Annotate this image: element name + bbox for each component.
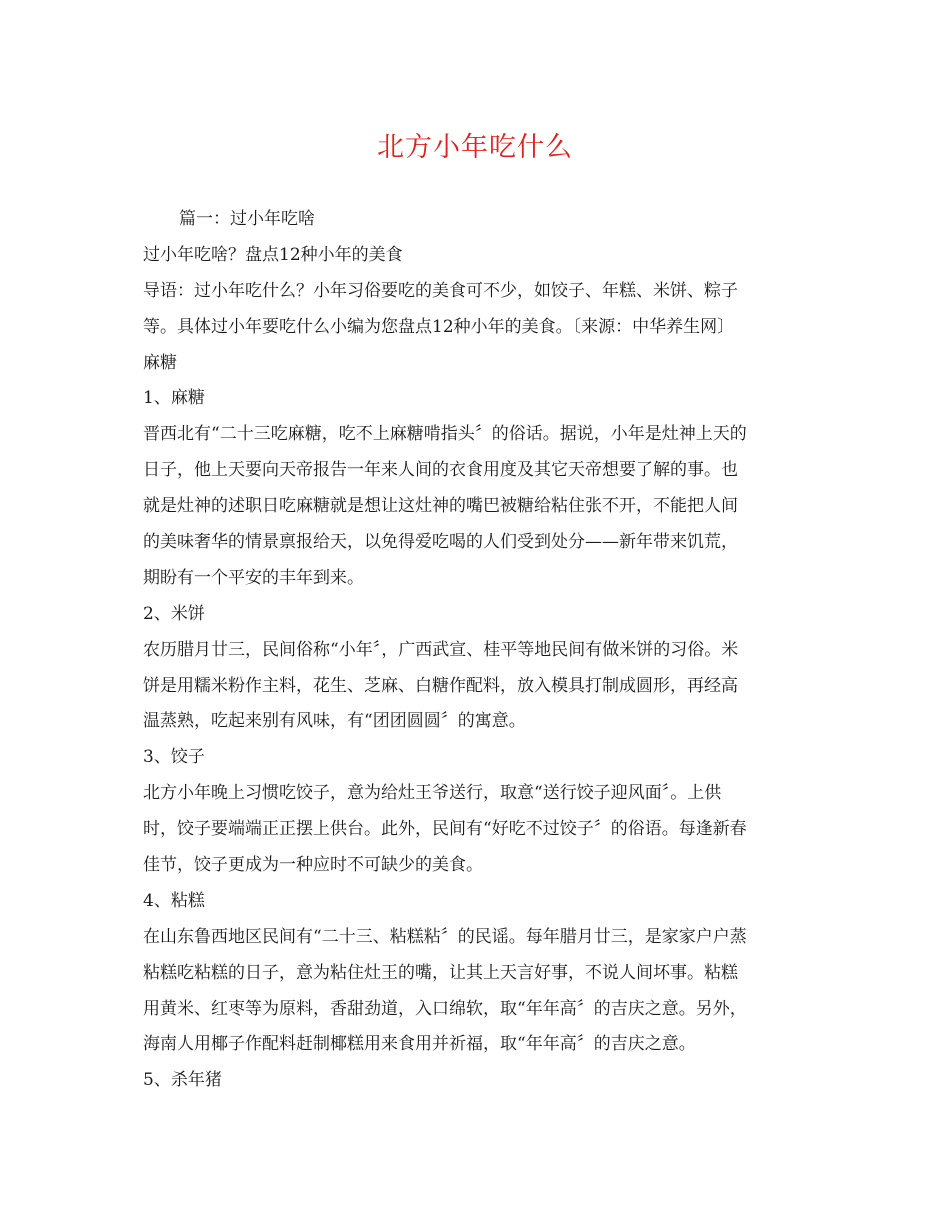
text-line: 期盼有一个平安的丰年到来。 [143,567,364,588]
text-line: 农历腊月廿三，民间俗称“小年〞，广西武宣、桂平等地民间有做米饼的习俗。米 [143,639,739,660]
item-heading: 2、米饼 [143,603,205,624]
text-line: 导语：过小年吃什么？小年习俗要吃的美食可不少，如饺子、年糕、米饼、粽子 [143,280,738,301]
text-line: 等。具体过小年要吃什么小编为您盘点12种小年的美食。〔来源：中华养生网〕 [143,316,735,337]
text-line: 饼是用糯米粉作主料，花生、芝麻、白糖作配料，放入模具打制成圆形，再经高 [143,675,738,696]
text-line: 海南人用椰子作配料赶制椰糕用来食用并祈福，取“年年高〞的吉庆之意。 [143,1034,696,1055]
text-line: 的美味奢华的情景禀报给天，以免得爱吃喝的人们受到处分——新年带来饥荒， [143,532,738,553]
text-line: 在山东鲁西地区民间有“二十三、粘糕粘〞的民谣。每年腊月廿三，是家家户户蒸 [143,926,747,947]
item-heading: 3、饺子 [143,747,205,768]
item-heading: 5、杀年猪 [143,1070,222,1091]
text-line: 日子，他上天要向天帝报告一年来人间的衣食用度及其它天帝想要了解的事。也 [143,460,738,481]
text-line: 时，饺子要端端正正摆上供台。此外，民间有“好吃不过饺子〞的俗语。每逢新春 [143,819,747,840]
text-line: 晋西北有“二十三吃麻糖，吃不上麻糖啃指头〞的俗话。据说，小年是灶神上天的 [143,424,747,445]
text-line: 粘糕吃粘糕的日子，意为粘住灶王的嘴，让其上天言好事，不说人间坏事。粘糕 [143,962,738,983]
text-line: 用黄米、红枣等为原料，香甜劲道，入口绵软，取“年年高〞的吉庆之意。另外， [143,998,747,1019]
document-title: 北方小年吃什么 [377,132,573,163]
text-line: 佳节，饺子更成为一种应时不可缺少的美食。 [143,855,483,876]
item-heading: 4、粘糕 [143,890,205,911]
text-line: 就是灶神的述职日吃麻糖就是想让这灶神的嘴巴被糖给粘住张不开，不能把人间 [143,496,738,517]
section-heading: 篇一：过小年吃啥 [179,209,315,229]
text-line: 麻糖 [143,352,177,373]
text-line: 过小年吃啥？盘点12种小年的美食 [143,244,403,265]
text-line: 北方小年晚上习惯吃饺子，意为给灶王爷送行，取意“送行饺子迎风面〞。上供 [143,783,722,804]
document-body [143,202,807,1099]
text-line: 温蒸熟，吃起来别有风味，有“团团圆圆〞的寓意。 [143,711,526,732]
item-heading: 1、麻糖 [143,388,205,409]
